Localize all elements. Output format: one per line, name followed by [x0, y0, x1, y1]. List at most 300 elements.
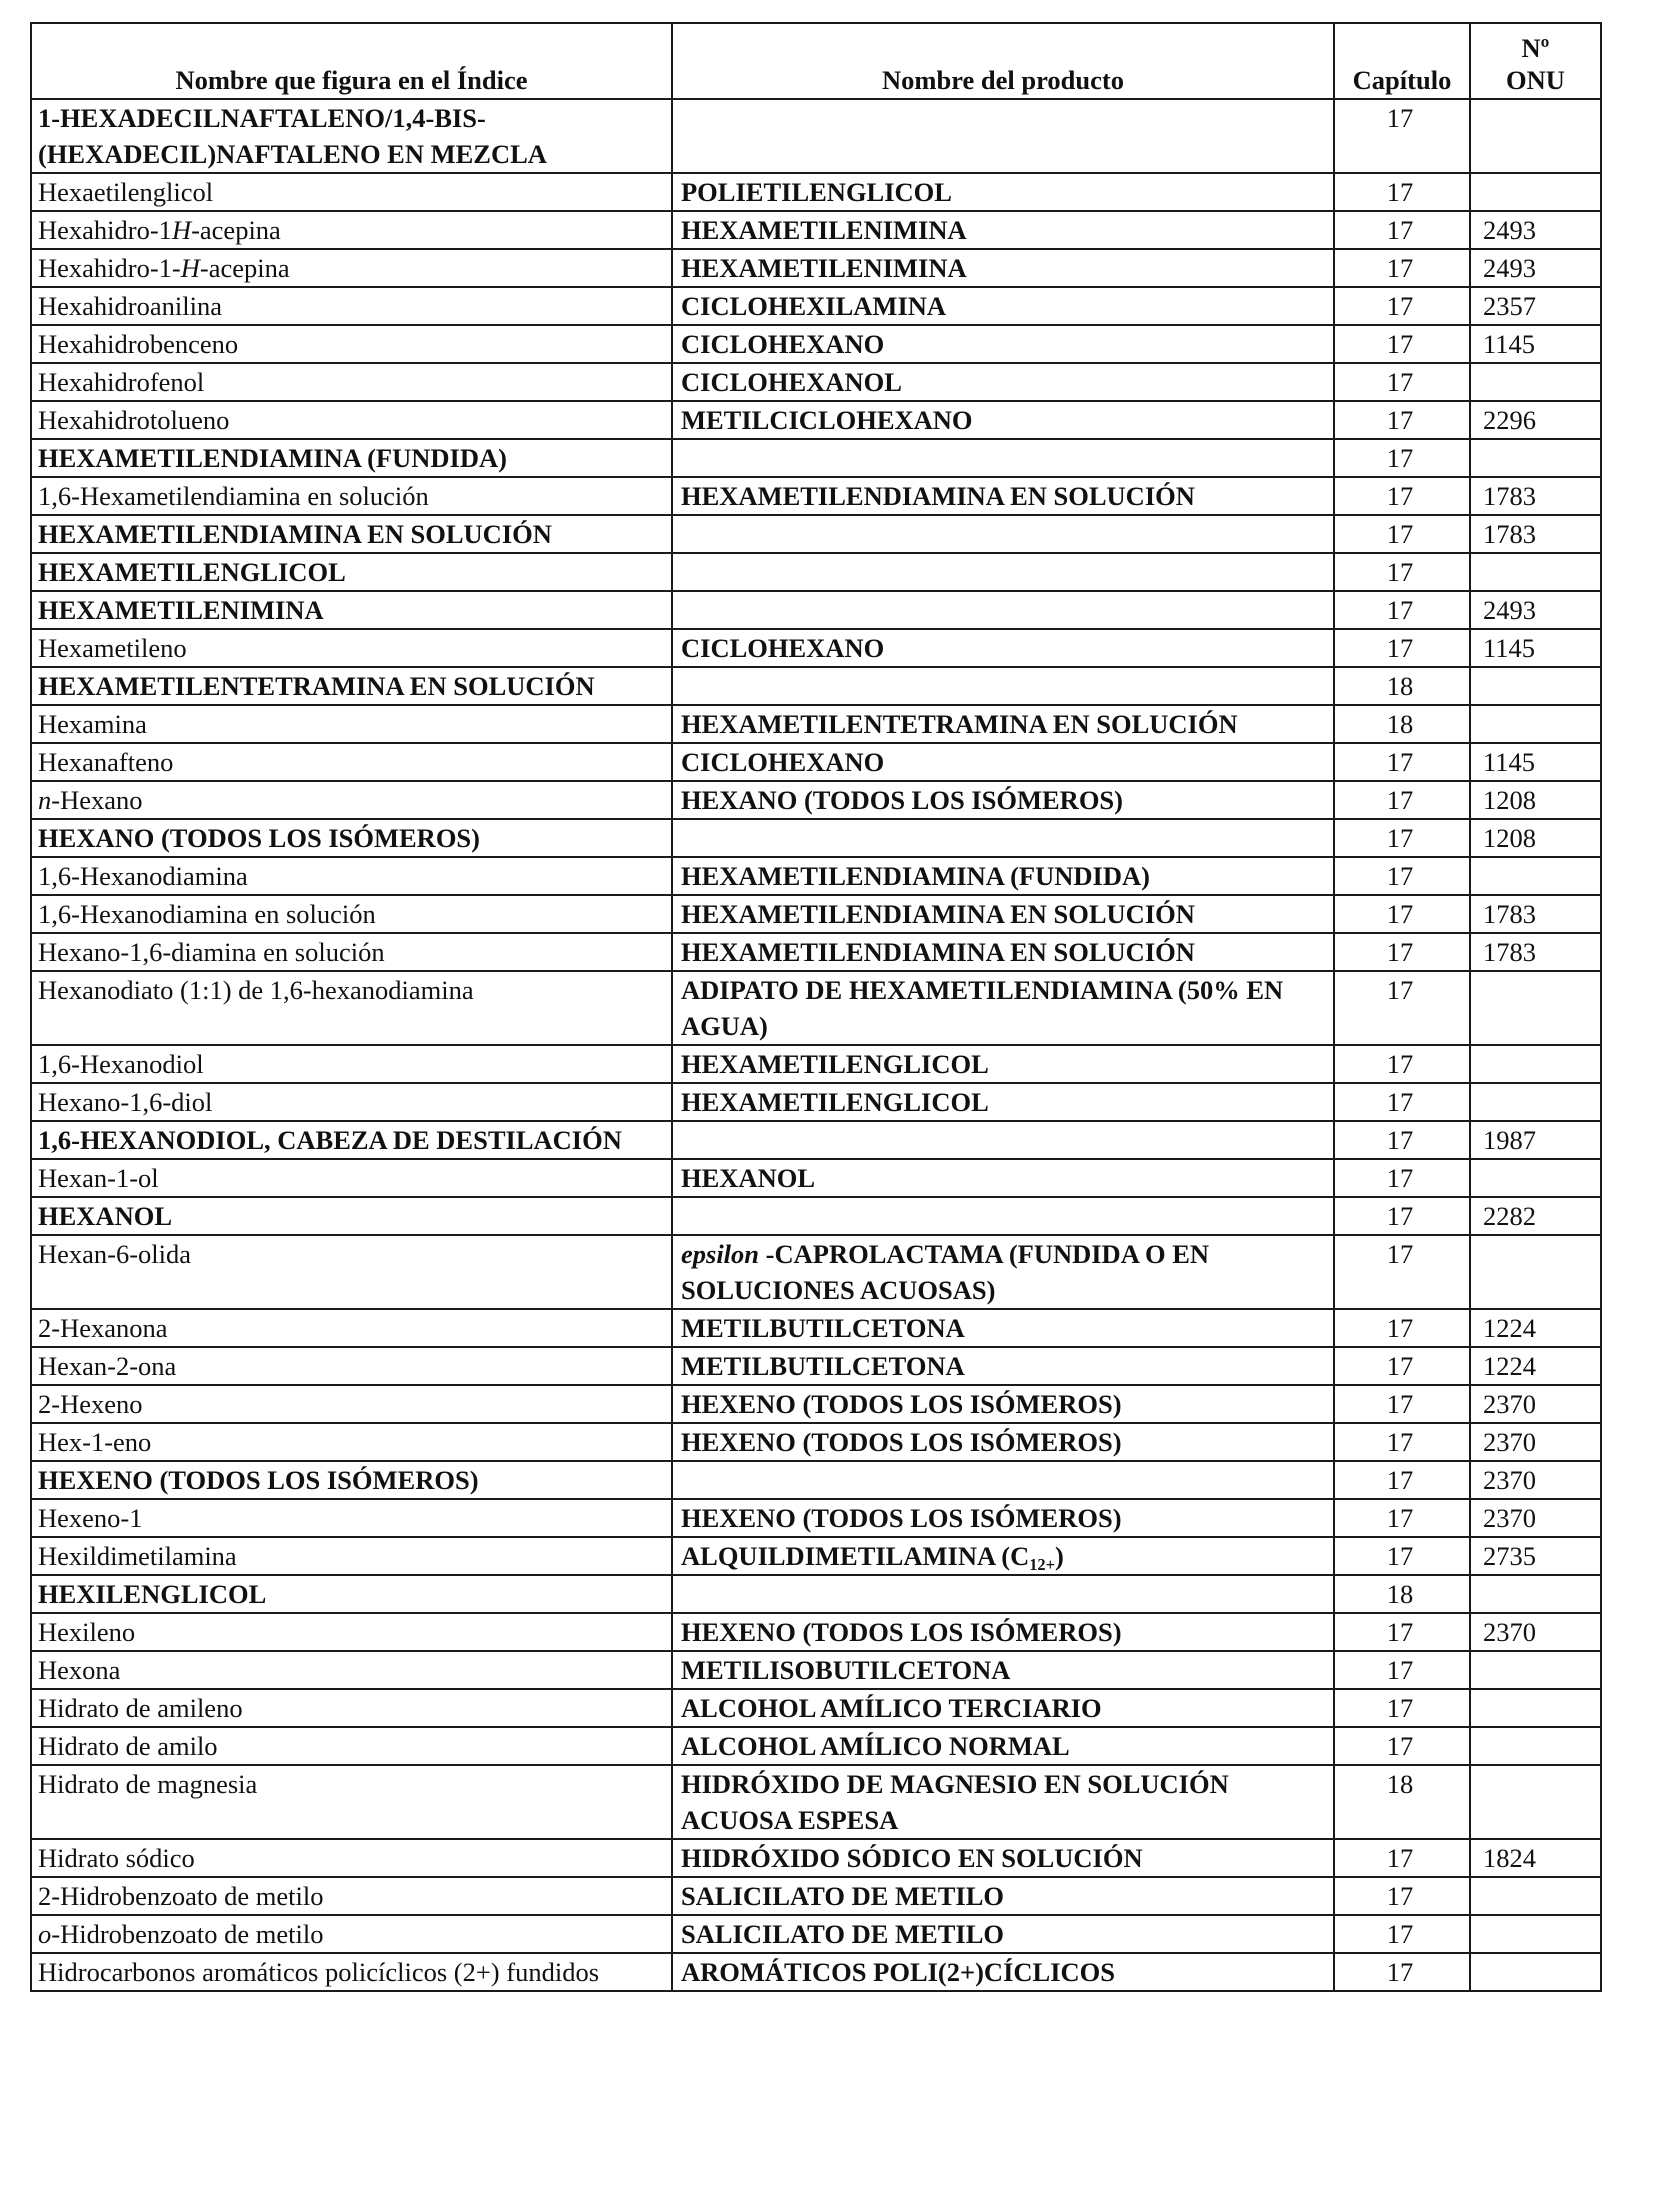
- index-name: Hexileno: [38, 1617, 136, 1647]
- index-name-cell: [31, 743, 672, 781]
- index-name: HEXANOL: [38, 1201, 172, 1231]
- product-name: CICLOHEXANO: [681, 747, 885, 777]
- chapter-cell: 17: [1334, 1613, 1470, 1651]
- index-name: Hexano-1,6-diol: [38, 1087, 213, 1117]
- index-name: Hexanafteno: [38, 747, 174, 777]
- index-name: 2-Hexeno: [38, 1389, 143, 1419]
- chapter-cell: 17: [1334, 553, 1470, 591]
- index-name: 2-Hexanona: [38, 1313, 168, 1343]
- product-name-cell: [672, 1765, 1334, 1839]
- un-number-cell: [1470, 439, 1601, 477]
- chapter-cell: 17: [1334, 363, 1470, 401]
- index-name-cell: [31, 401, 672, 439]
- product-name: ALCOHOL AMÍLICO TERCIARIO: [681, 1693, 1102, 1723]
- product-name-cell: [672, 173, 1334, 211]
- un-number-cell: [1470, 1575, 1601, 1613]
- index-name-cell: [31, 971, 672, 1045]
- chapter-cell: 17: [1334, 1537, 1470, 1575]
- product-name-cell: [672, 933, 1334, 971]
- table-row: [31, 1197, 1601, 1235]
- un-number-cell: [1470, 1953, 1601, 1991]
- index-name: Hexildimetilamina: [38, 1541, 237, 1571]
- product-name-cell: [672, 249, 1334, 287]
- chapter-cell: 17: [1334, 1045, 1470, 1083]
- product-name-cell: [672, 1499, 1334, 1537]
- product-name-cell: [672, 591, 1334, 629]
- product-name-cell: [672, 1045, 1334, 1083]
- product-name-cell: [672, 1461, 1334, 1499]
- index-name: Hexahidroanilina: [38, 291, 222, 321]
- index-name-cell: [31, 211, 672, 249]
- index-name-cell: [31, 1121, 672, 1159]
- table-row: [31, 591, 1601, 629]
- index-name-cell: [31, 325, 672, 363]
- index-name: Hidrato de amileno: [38, 1693, 243, 1723]
- table-row: [31, 1385, 1601, 1423]
- index-name: HEXAMETILENIMINA: [38, 595, 324, 625]
- table-row: [31, 1877, 1601, 1915]
- index-name-cell: [31, 1197, 672, 1235]
- chapter-cell: 17: [1334, 857, 1470, 895]
- index-name-italic: H: [180, 253, 200, 283]
- product-name: HEXANOL: [681, 1163, 815, 1193]
- product-name: ALCOHOL AMÍLICO NORMAL: [681, 1731, 1070, 1761]
- product-name-cell: [672, 1727, 1334, 1765]
- product-name-cell: [672, 629, 1334, 667]
- index-name-cell: [31, 287, 672, 325]
- product-name: HEXAMETILENDIAMINA EN SOLUCIÓN: [681, 481, 1195, 511]
- product-name-cell: [672, 1953, 1334, 1991]
- product-name-cell: [672, 1575, 1334, 1613]
- index-name: 1,6-Hexanodiamina: [38, 861, 248, 891]
- index-name-cell: [31, 1499, 672, 1537]
- index-name: Hexahidrotolueno: [38, 405, 230, 435]
- index-name-suffix: -acepina: [191, 215, 281, 245]
- chapter-cell: 17: [1334, 249, 1470, 287]
- product-name: METILISOBUTILCETONA: [681, 1655, 1011, 1685]
- product-name: HEXAMETILENGLICOL: [681, 1049, 989, 1079]
- product-name: HEXAMETILENTETRAMINA EN SOLUCIÓN: [681, 709, 1238, 739]
- header-un-number-line2: ONU: [1506, 65, 1565, 95]
- index-name: Hexeno-1: [38, 1503, 143, 1533]
- product-name-cell: [672, 1121, 1334, 1159]
- table-row: [31, 99, 1601, 173]
- chapter-cell: 18: [1334, 1575, 1470, 1613]
- chapter-cell: 17: [1334, 515, 1470, 553]
- table-row: [31, 173, 1601, 211]
- chapter-cell: 17: [1334, 99, 1470, 173]
- chapter-cell: 17: [1334, 1121, 1470, 1159]
- index-name-cell: [31, 99, 672, 173]
- un-number-cell: [1470, 1765, 1601, 1839]
- chapter-cell: 18: [1334, 705, 1470, 743]
- chapter-cell: 17: [1334, 743, 1470, 781]
- table-row: [31, 1121, 1601, 1159]
- index-name: Hexahidro-1: [38, 215, 172, 245]
- un-number-cell: [1470, 857, 1601, 895]
- index-name: 1,6-Hexametilendiamina en solución: [38, 481, 429, 511]
- product-name-cell: [672, 1877, 1334, 1915]
- index-name: HEXENO (TODOS LOS ISÓMEROS): [38, 1465, 479, 1495]
- product-name: CICLOHEXILAMINA: [681, 291, 947, 321]
- un-number-cell: 2357: [1470, 287, 1601, 325]
- chapter-cell: 17: [1334, 477, 1470, 515]
- product-name-cell: [672, 515, 1334, 553]
- product-name-cell: [672, 705, 1334, 743]
- index-name: Hexahidro-1-: [38, 253, 181, 283]
- index-name: HEXAMETILENDIAMINA EN SOLUCIÓN: [38, 519, 552, 549]
- table-row: [31, 515, 1601, 553]
- table-row: [31, 1461, 1601, 1499]
- chapter-cell: 17: [1334, 1839, 1470, 1877]
- table-row: [31, 819, 1601, 857]
- un-number-cell: [1470, 1915, 1601, 1953]
- table-row: [31, 401, 1601, 439]
- index-name: HEXILENGLICOL: [38, 1579, 267, 1609]
- chapter-cell: 17: [1334, 173, 1470, 211]
- index-name-cell: [31, 1575, 672, 1613]
- chapter-cell: 18: [1334, 1765, 1470, 1839]
- table-row: [31, 1347, 1601, 1385]
- index-name: 1,6-HEXANODIOL, CABEZA DE DESTILACIÓN: [38, 1125, 622, 1155]
- chapter-cell: 17: [1334, 819, 1470, 857]
- index-name-cell: [31, 1727, 672, 1765]
- index-name: Hidrato de amilo: [38, 1731, 218, 1761]
- index-name: Hidrato de magnesia: [38, 1769, 258, 1799]
- index-name-cell: [31, 781, 672, 819]
- product-name-cell: [672, 895, 1334, 933]
- product-name: HEXENO (TODOS LOS ISÓMEROS): [681, 1427, 1122, 1457]
- table-row: [31, 1953, 1601, 1991]
- header-un-number-line1: Nº: [1521, 33, 1550, 63]
- product-name-cell: [672, 1235, 1334, 1309]
- table-row: [31, 325, 1601, 363]
- product-name-cell: [672, 439, 1334, 477]
- product-name: POLIETILENGLICOL: [681, 177, 952, 207]
- un-number-cell: [1470, 1727, 1601, 1765]
- index-name: Hexaetilenglicol: [38, 177, 214, 207]
- index-name-cell: [31, 819, 672, 857]
- product-name: HEXENO (TODOS LOS ISÓMEROS): [681, 1617, 1122, 1647]
- un-number-cell: 2493: [1470, 591, 1601, 629]
- chapter-cell: 17: [1334, 401, 1470, 439]
- product-name: HEXAMETILENIMINA: [681, 253, 967, 283]
- table-row: [31, 895, 1601, 933]
- product-name: METILCICLOHEXANO: [681, 405, 973, 435]
- chapter-cell: 17: [1334, 1953, 1470, 1991]
- product-name-cell: [672, 477, 1334, 515]
- index-name-cell: [31, 1385, 672, 1423]
- product-name-cell: [672, 1347, 1334, 1385]
- chapter-cell: 17: [1334, 1083, 1470, 1121]
- chapter-cell: 17: [1334, 1197, 1470, 1235]
- table-row: [31, 1235, 1601, 1309]
- index-name: Hidrato sódico: [38, 1843, 195, 1873]
- un-number-cell: 2493: [1470, 249, 1601, 287]
- chapter-cell: 17: [1334, 629, 1470, 667]
- chapter-cell: 17: [1334, 1347, 1470, 1385]
- product-name-cell: [672, 363, 1334, 401]
- chapter-cell: 17: [1334, 895, 1470, 933]
- product-name: HEXENO (TODOS LOS ISÓMEROS): [681, 1503, 1122, 1533]
- index-name: Hexano-1,6-diamina en solución: [38, 937, 385, 967]
- un-number-cell: 1824: [1470, 1839, 1601, 1877]
- index-name-cell: [31, 553, 672, 591]
- table-row: [31, 363, 1601, 401]
- product-name-cell: [672, 1915, 1334, 1953]
- index-name-cell: [31, 1083, 672, 1121]
- un-number-cell: [1470, 667, 1601, 705]
- product-name-cell: [672, 819, 1334, 857]
- index-name-cell: [31, 439, 672, 477]
- un-number-cell: 2370: [1470, 1613, 1601, 1651]
- table-row: [31, 1575, 1601, 1613]
- index-name-cell: [31, 1915, 672, 1953]
- index-name-italic-prefix: o: [38, 1919, 52, 1949]
- product-name-cell: [672, 1423, 1334, 1461]
- table-row: [31, 439, 1601, 477]
- un-number-cell: 2493: [1470, 211, 1601, 249]
- index-name-cell: [31, 933, 672, 971]
- table-row: [31, 1045, 1601, 1083]
- chapter-cell: 17: [1334, 325, 1470, 363]
- product-name-cell: [672, 1839, 1334, 1877]
- index-name: Hexahidrofenol: [38, 367, 205, 397]
- un-number-cell: [1470, 1651, 1601, 1689]
- un-number-cell: 2370: [1470, 1499, 1601, 1537]
- un-number-cell: [1470, 363, 1601, 401]
- un-number-cell: 1145: [1470, 629, 1601, 667]
- un-number-cell: [1470, 1877, 1601, 1915]
- un-number-cell: 2282: [1470, 1197, 1601, 1235]
- index-name: Hexamina: [38, 709, 147, 739]
- index-name: -Hexano: [51, 785, 143, 815]
- product-name-cell: [672, 1159, 1334, 1197]
- index-name-cell: [31, 1537, 672, 1575]
- table-row: [31, 933, 1601, 971]
- index-name-cell: [31, 1423, 672, 1461]
- product-name: ADIPATO DE HEXAMETILENDIAMINA (50% EN AGUA): [681, 975, 1284, 1041]
- table-row: [31, 781, 1601, 819]
- table-row: [31, 1839, 1601, 1877]
- product-name: HIDRÓXIDO SÓDICO EN SOLUCIÓN: [681, 1843, 1143, 1873]
- un-number-cell: 2370: [1470, 1461, 1601, 1499]
- index-name: Hexan-6-olida: [38, 1239, 192, 1269]
- product-name-cell: [672, 1651, 1334, 1689]
- table-row: [31, 857, 1601, 895]
- chapter-cell: 17: [1334, 287, 1470, 325]
- table-row: [31, 1765, 1601, 1839]
- index-name-cell: [31, 1347, 672, 1385]
- product-name-cell: [672, 401, 1334, 439]
- table-body: [31, 99, 1601, 1991]
- product-name: HEXAMETILENDIAMINA (FUNDIDA): [681, 861, 1150, 891]
- un-number-cell: 1783: [1470, 895, 1601, 933]
- index-name-cell: [31, 515, 672, 553]
- index-name-cell: [31, 667, 672, 705]
- table-row: [31, 667, 1601, 705]
- un-number-cell: [1470, 99, 1601, 173]
- index-name: 2-Hidrobenzoato de metilo: [38, 1881, 324, 1911]
- chapter-cell: 17: [1334, 1423, 1470, 1461]
- un-number-cell: 1783: [1470, 477, 1601, 515]
- product-name-cell: [672, 1197, 1334, 1235]
- product-name: HEXAMETILENGLICOL: [681, 1087, 989, 1117]
- index-name: Hexametileno: [38, 633, 187, 663]
- table-row: [31, 287, 1601, 325]
- index-name-cell: [31, 363, 672, 401]
- un-number-cell: 1783: [1470, 515, 1601, 553]
- un-number-cell: [1470, 705, 1601, 743]
- table-row: [31, 1309, 1601, 1347]
- table-row: [31, 1689, 1601, 1727]
- index-name-cell: [31, 1235, 672, 1309]
- index-name: HEXAMETILENDIAMINA (FUNDIDA): [38, 443, 507, 473]
- chapter-cell: 17: [1334, 1309, 1470, 1347]
- index-name: HEXANO (TODOS LOS ISÓMEROS): [38, 823, 480, 853]
- table-row: [31, 705, 1601, 743]
- un-number-cell: [1470, 1159, 1601, 1197]
- un-number-cell: 1145: [1470, 743, 1601, 781]
- chapter-cell: 17: [1334, 1385, 1470, 1423]
- product-name: HEXANO (TODOS LOS ISÓMEROS): [681, 785, 1123, 815]
- product-name-cell: [672, 553, 1334, 591]
- index-name-cell: [31, 1159, 672, 1197]
- table-row: [31, 629, 1601, 667]
- header-product-name: Nombre del producto: [672, 23, 1334, 99]
- chapter-cell: 17: [1334, 1651, 1470, 1689]
- index-name-cell: [31, 1613, 672, 1651]
- product-name-cell: [672, 1689, 1334, 1727]
- product-name-cell: [672, 211, 1334, 249]
- index-name: Hexona: [38, 1655, 121, 1685]
- product-index-table: [30, 22, 1602, 1992]
- index-name: Hexanodiato (1:1) de 1,6-hexanodiamina: [38, 975, 474, 1005]
- product-name-cell: [672, 99, 1334, 173]
- chapter-cell: 17: [1334, 971, 1470, 1045]
- index-name-suffix: -acepina: [199, 253, 290, 283]
- product-name: HIDRÓXIDO DE MAGNESIO EN SOLUCIÓN ACUOSA ESPESA: [681, 1769, 1229, 1835]
- chapter-cell: 17: [1334, 439, 1470, 477]
- table-row: [31, 1915, 1601, 1953]
- table-row: [31, 971, 1601, 1045]
- index-name-cell: [31, 1689, 672, 1727]
- chapter-cell: 17: [1334, 1461, 1470, 1499]
- product-name: CICLOHEXANO: [681, 633, 885, 663]
- index-name-cell: [31, 1461, 672, 1499]
- product-name: CICLOHEXANOL: [681, 367, 902, 397]
- product-name: HEXAMETILENDIAMINA EN SOLUCIÓN: [681, 899, 1195, 929]
- un-number-cell: [1470, 971, 1601, 1045]
- index-name: 1,6-Hexanodiol: [38, 1049, 204, 1079]
- index-name-italic-prefix: n: [38, 785, 52, 815]
- table-row: [31, 1083, 1601, 1121]
- chapter-cell: 17: [1334, 781, 1470, 819]
- un-number-cell: [1470, 1045, 1601, 1083]
- table-row: [31, 1159, 1601, 1197]
- table-row: [31, 249, 1601, 287]
- product-name-cell: [672, 743, 1334, 781]
- product-name-cell: [672, 667, 1334, 705]
- index-name-cell: [31, 1953, 672, 1991]
- un-number-cell: 1224: [1470, 1309, 1601, 1347]
- index-name: -Hidrobenzoato de metilo: [51, 1919, 324, 1949]
- chapter-cell: 17: [1334, 1499, 1470, 1537]
- un-number-cell: 1783: [1470, 933, 1601, 971]
- index-name-cell: [31, 1765, 672, 1839]
- index-name-cell: [31, 477, 672, 515]
- product-name: METILBUTILCETONA: [681, 1313, 965, 1343]
- product-name-suffix: ): [1055, 1541, 1064, 1571]
- header-row: [31, 23, 1601, 99]
- table-row: [31, 211, 1601, 249]
- product-name: HEXENO (TODOS LOS ISÓMEROS): [681, 1389, 1122, 1419]
- product-name-subscript: 12+: [1029, 1554, 1055, 1574]
- product-name-cell: [672, 971, 1334, 1045]
- table-header: [31, 23, 1601, 99]
- index-name-cell: [31, 705, 672, 743]
- index-name-cell: [31, 857, 672, 895]
- un-number-cell: 2296: [1470, 401, 1601, 439]
- index-name: 1-HEXADECILNAFTALENO/1,4-BIS-(HEXADECIL)NAFTALENO EN MEZCLA: [38, 103, 547, 169]
- index-name: HEXAMETILENGLICOL: [38, 557, 346, 587]
- table-row: [31, 1499, 1601, 1537]
- table-row: [31, 1537, 1601, 1575]
- index-name: Hexahidrobenceno: [38, 329, 239, 359]
- product-name-cell: [672, 1083, 1334, 1121]
- chapter-cell: 17: [1334, 1915, 1470, 1953]
- chapter-cell: 17: [1334, 591, 1470, 629]
- product-name: SALICILATO DE METILO: [681, 1881, 1004, 1911]
- un-number-cell: 1987: [1470, 1121, 1601, 1159]
- index-name-cell: [31, 1309, 672, 1347]
- product-name: HEXAMETILENIMINA: [681, 215, 967, 245]
- header-index-name: Nombre que figura en el Índice: [31, 23, 672, 99]
- product-name-cell: [672, 1309, 1334, 1347]
- chapter-cell: 18: [1334, 667, 1470, 705]
- index-name-cell: [31, 173, 672, 211]
- product-name: -CAPROLACTAMA (FUNDIDA O EN SOLUCIONES ACUOSAS): [681, 1239, 1210, 1305]
- chapter-cell: 17: [1334, 1689, 1470, 1727]
- index-name-italic: H: [171, 215, 192, 245]
- un-number-cell: [1470, 1083, 1601, 1121]
- index-name-cell: [31, 1045, 672, 1083]
- un-number-cell: 2370: [1470, 1385, 1601, 1423]
- product-name: CICLOHEXANO: [681, 329, 885, 359]
- product-name-cell: [672, 325, 1334, 363]
- product-name: HEXAMETILENDIAMINA EN SOLUCIÓN: [681, 937, 1195, 967]
- index-name-cell: [31, 629, 672, 667]
- product-name: SALICILATO DE METILO: [681, 1919, 1004, 1949]
- product-name-cell: [672, 857, 1334, 895]
- product-name-cell: [672, 287, 1334, 325]
- product-name: ALQUILDIMETILAMINA (C: [681, 1541, 1030, 1571]
- table-row: [31, 553, 1601, 591]
- product-name-cell: [672, 781, 1334, 819]
- chapter-cell: 17: [1334, 1159, 1470, 1197]
- index-name: 1,6-Hexanodiamina en solución: [38, 899, 376, 929]
- index-name: Hidrocarbonos aromáticos policíclicos (2+) fundidos: [38, 1957, 600, 1987]
- index-name-cell: [31, 895, 672, 933]
- un-number-cell: 1208: [1470, 781, 1601, 819]
- header-chapter: Capítulo: [1334, 23, 1470, 99]
- index-name-cell: [31, 591, 672, 629]
- chapter-cell: 17: [1334, 1235, 1470, 1309]
- table-row: [31, 1613, 1601, 1651]
- un-number-cell: 1224: [1470, 1347, 1601, 1385]
- index-name-cell: [31, 1877, 672, 1915]
- product-name-cell: [672, 1613, 1334, 1651]
